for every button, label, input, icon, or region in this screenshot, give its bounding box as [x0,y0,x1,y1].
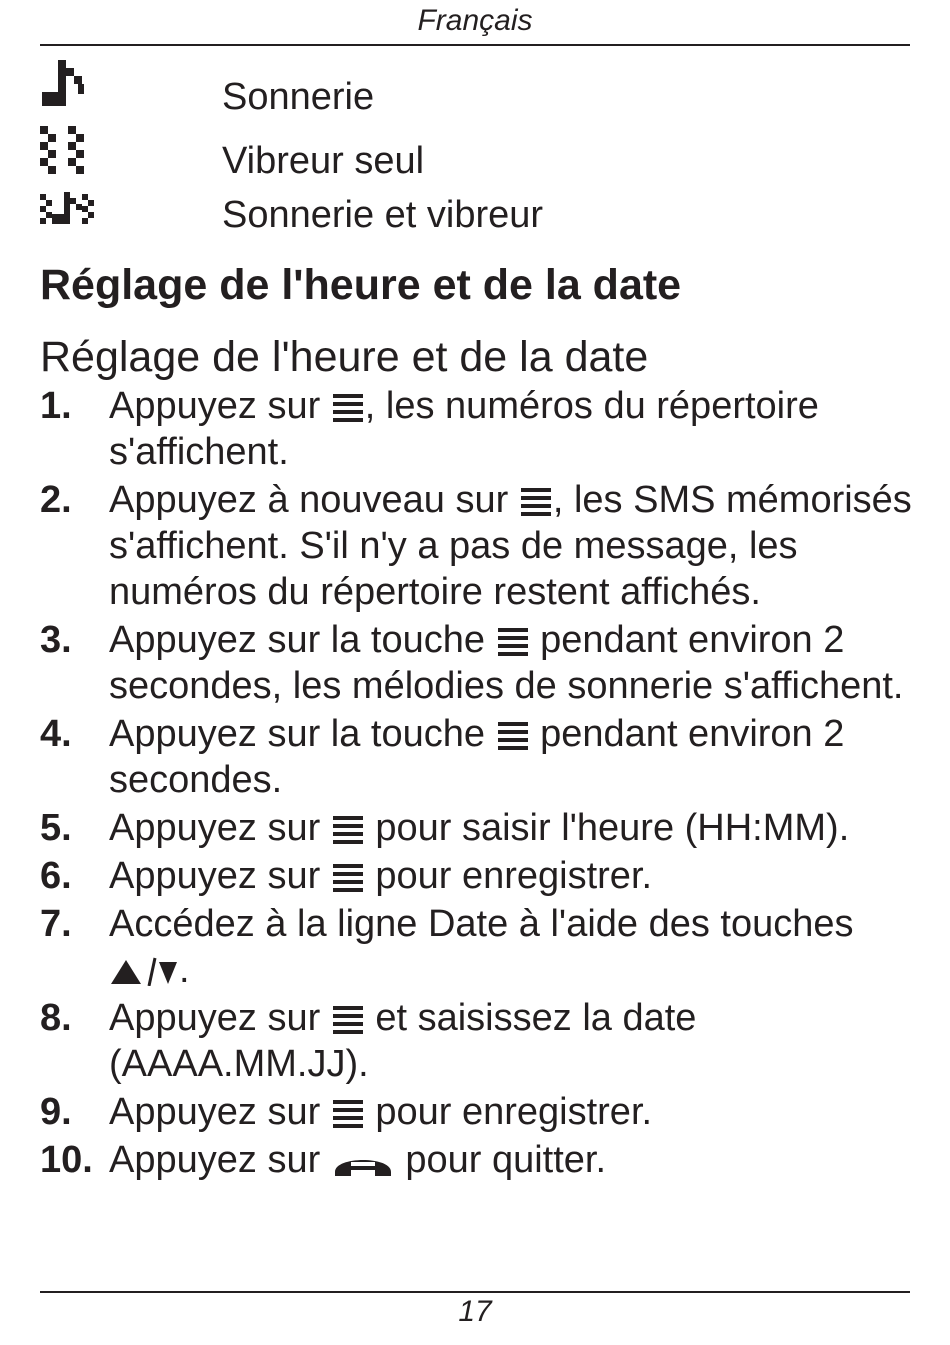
menu-icon [331,814,365,844]
step-text: Appuyez sur [109,807,331,849]
step-text: Appuyez sur [109,1139,331,1181]
step-item [40,1089,920,1135]
step-text: pendant environ 2 secondes. [109,713,845,801]
ringer-and-vibrate-icon [40,190,96,246]
step-item [40,995,920,1087]
step-item [40,1137,920,1183]
menu-icon [331,1004,365,1034]
menu-icon [496,720,530,750]
step-text: Accédez à la ligne Date à l'aide des touches [109,903,854,945]
step-item [40,383,920,475]
step-number: 9. [40,1091,72,1133]
step-number: 3. [40,619,72,661]
ring-mode-label: Sonnerie [222,76,375,118]
step-number: 5. [40,807,72,849]
step-number: 10. [40,1139,93,1181]
step-text: . [179,949,190,991]
up-down-arrows-icon [109,956,179,986]
steps-list [40,383,920,1183]
step-item [40,617,920,709]
step-item [40,477,920,615]
step-text: , les SMS mémorisés s'affichent. S'il n'y a pas de message, les numéros du répertoire restent affichés. [109,479,912,613]
ring-mode-label: Vibreur seul [222,140,425,182]
step-text: pour saisir l'heure (HH:MM). [364,807,850,849]
menu-icon [496,626,530,656]
step-text: et saisissez la date (AAAA.MM.JJ). [109,997,697,1085]
step-text: Appuyez à nouveau sur [109,479,519,521]
page-number: 17 [458,1295,492,1328]
ringer-note-icon [40,58,96,114]
step-number: 4. [40,713,72,755]
ring-mode-label: Sonnerie et vibreur [222,194,544,236]
step-text: Appuyez sur la touche [109,619,496,661]
step-text: pour enregistrer. [364,1091,653,1133]
header-divider [40,44,910,46]
step-text: Appuyez sur [109,385,331,427]
menu-icon [331,862,365,892]
section-heading: Réglage de l'heure et de la date [40,261,682,309]
step-number: 1. [40,385,72,427]
step-number: 7. [40,903,72,945]
vibrate-icon [40,124,96,180]
step-text: Appuyez sur [109,997,331,1039]
step-item [40,901,920,993]
step-text: pour enregistrer. [364,855,653,897]
step-text: Appuyez sur [109,1091,331,1133]
menu-icon [331,392,365,422]
step-number: 6. [40,855,72,897]
step-item [40,805,920,851]
menu-icon [331,1098,365,1128]
step-text: Appuyez sur [109,855,331,897]
step-text: Appuyez sur la touche [109,713,496,755]
step-item [40,853,920,899]
step-text: , les numéros du répertoire s'affichent. [109,385,819,473]
menu-icon [519,486,553,516]
step-text: pour quitter. [394,1139,607,1181]
footer-divider [40,1291,910,1293]
step-text: pendant environ 2 secondes, les mélodies de sonnerie s'affichent. [109,619,904,707]
step-number: 2. [40,479,72,521]
step-item [40,711,920,803]
running-header: Français [417,4,533,37]
subheading: Réglage de l'heure et de la date [40,333,649,381]
end-call-icon [331,1146,395,1176]
step-number: 8. [40,997,72,1039]
